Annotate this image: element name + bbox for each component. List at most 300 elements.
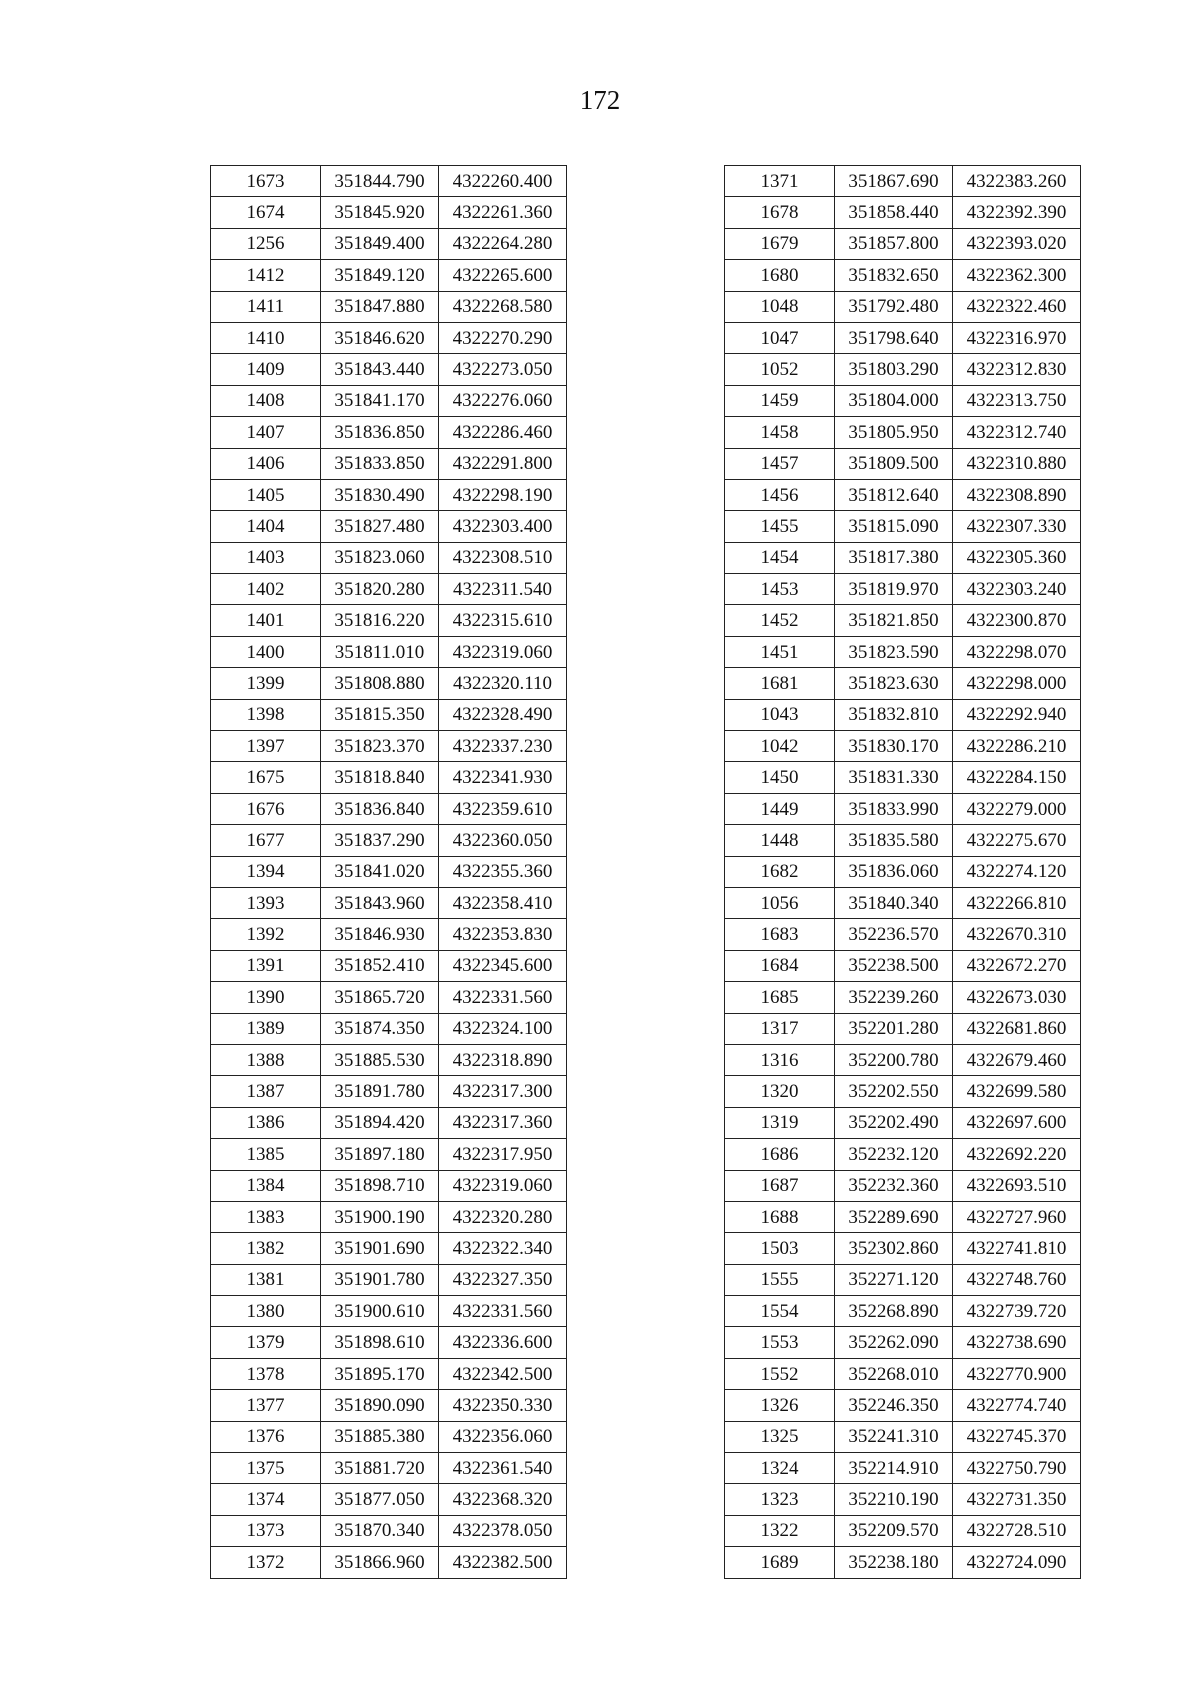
x-coordinate-cell: 351867.690 bbox=[835, 166, 953, 197]
y-coordinate-cell: 4322305.360 bbox=[953, 542, 1081, 573]
table-row bbox=[725, 1233, 1081, 1264]
x-coordinate-cell: 351849.400 bbox=[321, 228, 439, 259]
y-coordinate-cell: 4322353.830 bbox=[439, 919, 567, 950]
table-row bbox=[211, 574, 567, 605]
table-row bbox=[725, 699, 1081, 730]
table-row bbox=[725, 511, 1081, 542]
x-coordinate-cell: 351836.060 bbox=[835, 856, 953, 887]
y-coordinate-cell: 4322298.000 bbox=[953, 668, 1081, 699]
table-row bbox=[725, 479, 1081, 510]
x-coordinate-cell: 352232.120 bbox=[835, 1139, 953, 1170]
x-coordinate-cell: 351836.840 bbox=[321, 793, 439, 824]
x-coordinate-cell: 351898.610 bbox=[321, 1327, 439, 1358]
point-id-cell: 1402 bbox=[211, 574, 321, 605]
point-id-cell: 1406 bbox=[211, 448, 321, 479]
point-id-cell: 1448 bbox=[725, 825, 835, 856]
table-row bbox=[211, 260, 567, 291]
table-row bbox=[725, 950, 1081, 981]
point-id-cell: 1394 bbox=[211, 856, 321, 887]
y-coordinate-cell: 4322699.580 bbox=[953, 1076, 1081, 1107]
point-id-cell: 1381 bbox=[211, 1264, 321, 1295]
point-id-cell: 1393 bbox=[211, 887, 321, 918]
table-row bbox=[725, 919, 1081, 950]
point-id-cell: 1456 bbox=[725, 479, 835, 510]
y-coordinate-cell: 4322672.270 bbox=[953, 950, 1081, 981]
x-coordinate-cell: 351815.090 bbox=[835, 511, 953, 542]
y-coordinate-cell: 4322300.870 bbox=[953, 605, 1081, 636]
y-coordinate-cell: 4322265.600 bbox=[439, 260, 567, 291]
point-id-cell: 1389 bbox=[211, 1013, 321, 1044]
x-coordinate-cell: 351900.190 bbox=[321, 1201, 439, 1232]
x-coordinate-cell: 352238.180 bbox=[835, 1547, 953, 1578]
point-id-cell: 1401 bbox=[211, 605, 321, 636]
x-coordinate-cell: 351897.180 bbox=[321, 1139, 439, 1170]
table-row bbox=[725, 605, 1081, 636]
point-id-cell: 1390 bbox=[211, 982, 321, 1013]
x-coordinate-cell: 351900.610 bbox=[321, 1296, 439, 1327]
x-coordinate-cell: 351881.720 bbox=[321, 1453, 439, 1484]
x-coordinate-cell: 352202.490 bbox=[835, 1107, 953, 1138]
table-row bbox=[725, 322, 1081, 353]
y-coordinate-cell: 4322741.810 bbox=[953, 1233, 1081, 1264]
y-coordinate-cell: 4322774.740 bbox=[953, 1390, 1081, 1421]
point-id-cell: 1374 bbox=[211, 1484, 321, 1515]
point-id-cell: 1688 bbox=[725, 1201, 835, 1232]
point-id-cell: 1683 bbox=[725, 919, 835, 950]
x-coordinate-cell: 351831.330 bbox=[835, 762, 953, 793]
y-coordinate-cell: 4322316.970 bbox=[953, 322, 1081, 353]
point-id-cell: 1324 bbox=[725, 1453, 835, 1484]
y-coordinate-cell: 4322739.720 bbox=[953, 1296, 1081, 1327]
table-row bbox=[211, 636, 567, 667]
y-coordinate-cell: 4322382.500 bbox=[439, 1547, 567, 1578]
table-row bbox=[211, 825, 567, 856]
point-id-cell: 1686 bbox=[725, 1139, 835, 1170]
y-coordinate-cell: 4322286.210 bbox=[953, 731, 1081, 762]
y-coordinate-cell: 4322331.560 bbox=[439, 982, 567, 1013]
point-id-cell: 1554 bbox=[725, 1296, 835, 1327]
x-coordinate-cell: 351823.370 bbox=[321, 731, 439, 762]
y-coordinate-cell: 4322368.320 bbox=[439, 1484, 567, 1515]
y-coordinate-cell: 4322266.810 bbox=[953, 887, 1081, 918]
table-row bbox=[211, 762, 567, 793]
y-coordinate-cell: 4322328.490 bbox=[439, 699, 567, 730]
x-coordinate-cell: 351857.800 bbox=[835, 228, 953, 259]
point-id-cell: 1680 bbox=[725, 260, 835, 291]
point-id-cell: 1317 bbox=[725, 1013, 835, 1044]
x-coordinate-cell: 351836.850 bbox=[321, 417, 439, 448]
point-id-cell: 1256 bbox=[211, 228, 321, 259]
point-id-cell: 1323 bbox=[725, 1484, 835, 1515]
table-row bbox=[725, 1139, 1081, 1170]
y-coordinate-cell: 4322317.950 bbox=[439, 1139, 567, 1170]
y-coordinate-cell: 4322264.280 bbox=[439, 228, 567, 259]
x-coordinate-cell: 351885.530 bbox=[321, 1044, 439, 1075]
table-row bbox=[211, 479, 567, 510]
table-row bbox=[211, 1170, 567, 1201]
point-id-cell: 1451 bbox=[725, 636, 835, 667]
y-coordinate-cell: 4322312.740 bbox=[953, 417, 1081, 448]
y-coordinate-cell: 4322298.070 bbox=[953, 636, 1081, 667]
point-id-cell: 1455 bbox=[725, 511, 835, 542]
x-coordinate-cell: 351809.500 bbox=[835, 448, 953, 479]
point-id-cell: 1685 bbox=[725, 982, 835, 1013]
x-coordinate-cell: 351841.020 bbox=[321, 856, 439, 887]
x-coordinate-cell: 351815.350 bbox=[321, 699, 439, 730]
table-row bbox=[725, 1390, 1081, 1421]
y-coordinate-cell: 4322322.460 bbox=[953, 291, 1081, 322]
x-coordinate-cell: 351830.170 bbox=[835, 731, 953, 762]
point-id-cell: 1047 bbox=[725, 322, 835, 353]
table-row bbox=[211, 1421, 567, 1452]
x-coordinate-cell: 351885.380 bbox=[321, 1421, 439, 1452]
x-coordinate-cell: 351805.950 bbox=[835, 417, 953, 448]
table-row bbox=[211, 542, 567, 573]
point-id-cell: 1392 bbox=[211, 919, 321, 950]
table-row bbox=[725, 354, 1081, 385]
table-row bbox=[211, 1013, 567, 1044]
x-coordinate-cell: 351846.620 bbox=[321, 322, 439, 353]
point-id-cell: 1674 bbox=[211, 197, 321, 228]
point-id-cell: 1397 bbox=[211, 731, 321, 762]
y-coordinate-cell: 4322298.190 bbox=[439, 479, 567, 510]
table-row bbox=[211, 1358, 567, 1389]
point-id-cell: 1459 bbox=[725, 385, 835, 416]
table-row bbox=[725, 1484, 1081, 1515]
point-id-cell: 1673 bbox=[211, 166, 321, 197]
y-coordinate-cell: 4322692.220 bbox=[953, 1139, 1081, 1170]
x-coordinate-cell: 352241.310 bbox=[835, 1421, 953, 1452]
x-coordinate-cell: 352202.550 bbox=[835, 1076, 953, 1107]
table-row bbox=[725, 1453, 1081, 1484]
point-id-cell: 1322 bbox=[725, 1515, 835, 1546]
y-coordinate-cell: 4322693.510 bbox=[953, 1170, 1081, 1201]
x-coordinate-cell: 351844.790 bbox=[321, 166, 439, 197]
point-id-cell: 1678 bbox=[725, 197, 835, 228]
x-coordinate-cell: 351870.340 bbox=[321, 1515, 439, 1546]
y-coordinate-cell: 4322673.030 bbox=[953, 982, 1081, 1013]
y-coordinate-cell: 4322273.050 bbox=[439, 354, 567, 385]
table-row bbox=[211, 1107, 567, 1138]
table-row bbox=[211, 1044, 567, 1075]
x-coordinate-cell: 351832.810 bbox=[835, 699, 953, 730]
y-coordinate-cell: 4322311.540 bbox=[439, 574, 567, 605]
table-row bbox=[211, 354, 567, 385]
x-coordinate-cell: 351843.440 bbox=[321, 354, 439, 385]
x-coordinate-cell: 352268.010 bbox=[835, 1358, 953, 1389]
point-id-cell: 1679 bbox=[725, 228, 835, 259]
table-row bbox=[725, 982, 1081, 1013]
y-coordinate-cell: 4322308.890 bbox=[953, 479, 1081, 510]
x-coordinate-cell: 351818.840 bbox=[321, 762, 439, 793]
x-coordinate-cell: 351901.780 bbox=[321, 1264, 439, 1295]
x-coordinate-cell: 351792.480 bbox=[835, 291, 953, 322]
point-id-cell: 1403 bbox=[211, 542, 321, 573]
point-id-cell: 1391 bbox=[211, 950, 321, 981]
x-coordinate-cell: 351866.960 bbox=[321, 1547, 439, 1578]
table-row bbox=[725, 1547, 1081, 1578]
table-row bbox=[725, 542, 1081, 573]
table-row bbox=[725, 291, 1081, 322]
table-row bbox=[211, 228, 567, 259]
point-id-cell: 1384 bbox=[211, 1170, 321, 1201]
x-coordinate-cell: 351901.690 bbox=[321, 1233, 439, 1264]
x-coordinate-cell: 351798.640 bbox=[835, 322, 953, 353]
point-id-cell: 1689 bbox=[725, 1547, 835, 1578]
y-coordinate-cell: 4322337.230 bbox=[439, 731, 567, 762]
point-id-cell: 1048 bbox=[725, 291, 835, 322]
x-coordinate-cell: 351833.990 bbox=[835, 793, 953, 824]
table-row bbox=[211, 1390, 567, 1421]
x-coordinate-cell: 351846.930 bbox=[321, 919, 439, 950]
y-coordinate-cell: 4322750.790 bbox=[953, 1453, 1081, 1484]
y-coordinate-cell: 4322681.860 bbox=[953, 1013, 1081, 1044]
table-row bbox=[211, 511, 567, 542]
y-coordinate-cell: 4322319.060 bbox=[439, 1170, 567, 1201]
y-coordinate-cell: 4322313.750 bbox=[953, 385, 1081, 416]
point-id-cell: 1677 bbox=[211, 825, 321, 856]
table-row bbox=[211, 982, 567, 1013]
x-coordinate-cell: 351823.590 bbox=[835, 636, 953, 667]
x-coordinate-cell: 351837.290 bbox=[321, 825, 439, 856]
point-id-cell: 1386 bbox=[211, 1107, 321, 1138]
point-id-cell: 1380 bbox=[211, 1296, 321, 1327]
y-coordinate-cell: 4322745.370 bbox=[953, 1421, 1081, 1452]
y-coordinate-cell: 4322322.340 bbox=[439, 1233, 567, 1264]
point-id-cell: 1552 bbox=[725, 1358, 835, 1389]
x-coordinate-cell: 351835.580 bbox=[835, 825, 953, 856]
y-coordinate-cell: 4322303.400 bbox=[439, 511, 567, 542]
table-row bbox=[725, 731, 1081, 762]
table-row bbox=[211, 856, 567, 887]
point-id-cell: 1373 bbox=[211, 1515, 321, 1546]
y-coordinate-cell: 4322317.360 bbox=[439, 1107, 567, 1138]
point-id-cell: 1676 bbox=[211, 793, 321, 824]
y-coordinate-cell: 4322670.310 bbox=[953, 919, 1081, 950]
table-row bbox=[211, 731, 567, 762]
y-coordinate-cell: 4322324.100 bbox=[439, 1013, 567, 1044]
point-id-cell: 1411 bbox=[211, 291, 321, 322]
x-coordinate-cell: 351891.780 bbox=[321, 1076, 439, 1107]
point-id-cell: 1382 bbox=[211, 1233, 321, 1264]
y-coordinate-cell: 4322345.600 bbox=[439, 950, 567, 981]
table-row bbox=[725, 793, 1081, 824]
point-id-cell: 1503 bbox=[725, 1233, 835, 1264]
table-row bbox=[211, 1515, 567, 1546]
x-coordinate-cell: 351890.090 bbox=[321, 1390, 439, 1421]
y-coordinate-cell: 4322318.890 bbox=[439, 1044, 567, 1075]
y-coordinate-cell: 4322308.510 bbox=[439, 542, 567, 573]
y-coordinate-cell: 4322336.600 bbox=[439, 1327, 567, 1358]
table-row bbox=[725, 825, 1081, 856]
table-row bbox=[211, 1547, 567, 1578]
x-coordinate-cell: 351811.010 bbox=[321, 636, 439, 667]
table-row bbox=[211, 1327, 567, 1358]
y-coordinate-cell: 4322359.610 bbox=[439, 793, 567, 824]
table-row bbox=[725, 762, 1081, 793]
y-coordinate-cell: 4322697.600 bbox=[953, 1107, 1081, 1138]
y-coordinate-cell: 4322393.020 bbox=[953, 228, 1081, 259]
table-row bbox=[725, 197, 1081, 228]
point-id-cell: 1409 bbox=[211, 354, 321, 385]
point-id-cell: 1410 bbox=[211, 322, 321, 353]
y-coordinate-cell: 4322312.830 bbox=[953, 354, 1081, 385]
table-row bbox=[211, 605, 567, 636]
point-id-cell: 1372 bbox=[211, 1547, 321, 1578]
table-row bbox=[725, 1013, 1081, 1044]
point-id-cell: 1377 bbox=[211, 1390, 321, 1421]
table-row bbox=[211, 1233, 567, 1264]
table-row bbox=[211, 950, 567, 981]
point-id-cell: 1316 bbox=[725, 1044, 835, 1075]
y-coordinate-cell: 4322319.060 bbox=[439, 636, 567, 667]
x-coordinate-cell: 352236.570 bbox=[835, 919, 953, 950]
y-coordinate-cell: 4322356.060 bbox=[439, 1421, 567, 1452]
point-id-cell: 1675 bbox=[211, 762, 321, 793]
point-id-cell: 1408 bbox=[211, 385, 321, 416]
y-coordinate-cell: 4322728.510 bbox=[953, 1515, 1081, 1546]
table-row bbox=[211, 699, 567, 730]
y-coordinate-cell: 4322727.960 bbox=[953, 1201, 1081, 1232]
x-coordinate-cell: 352210.190 bbox=[835, 1484, 953, 1515]
point-id-cell: 1385 bbox=[211, 1139, 321, 1170]
point-id-cell: 1682 bbox=[725, 856, 835, 887]
point-id-cell: 1449 bbox=[725, 793, 835, 824]
y-coordinate-cell: 4322383.260 bbox=[953, 166, 1081, 197]
point-id-cell: 1375 bbox=[211, 1453, 321, 1484]
table-row bbox=[211, 1484, 567, 1515]
table-row bbox=[725, 260, 1081, 291]
y-coordinate-cell: 4322320.110 bbox=[439, 668, 567, 699]
y-coordinate-cell: 4322342.500 bbox=[439, 1358, 567, 1389]
y-coordinate-cell: 4322361.540 bbox=[439, 1453, 567, 1484]
y-coordinate-cell: 4322274.120 bbox=[953, 856, 1081, 887]
x-coordinate-cell: 351898.710 bbox=[321, 1170, 439, 1201]
x-coordinate-cell: 351852.410 bbox=[321, 950, 439, 981]
x-coordinate-cell: 351840.340 bbox=[835, 887, 953, 918]
table-row bbox=[211, 1076, 567, 1107]
point-id-cell: 1325 bbox=[725, 1421, 835, 1452]
x-coordinate-cell: 351804.000 bbox=[835, 385, 953, 416]
table-row bbox=[211, 291, 567, 322]
y-coordinate-cell: 4322362.300 bbox=[953, 260, 1081, 291]
y-coordinate-cell: 4322358.410 bbox=[439, 887, 567, 918]
table-row bbox=[211, 919, 567, 950]
table-row bbox=[725, 574, 1081, 605]
x-coordinate-cell: 351877.050 bbox=[321, 1484, 439, 1515]
point-id-cell: 1400 bbox=[211, 636, 321, 667]
table-row bbox=[211, 448, 567, 479]
page-number: 172 bbox=[579, 85, 621, 115]
table-row bbox=[211, 668, 567, 699]
y-coordinate-cell: 4322350.330 bbox=[439, 1390, 567, 1421]
point-id-cell: 1454 bbox=[725, 542, 835, 573]
y-coordinate-cell: 4322279.000 bbox=[953, 793, 1081, 824]
table-row bbox=[725, 385, 1081, 416]
point-id-cell: 1378 bbox=[211, 1358, 321, 1389]
point-id-cell: 1452 bbox=[725, 605, 835, 636]
table-row bbox=[725, 1170, 1081, 1201]
table-row bbox=[725, 228, 1081, 259]
table-row bbox=[211, 793, 567, 824]
y-coordinate-cell: 4322392.390 bbox=[953, 197, 1081, 228]
table-row bbox=[211, 887, 567, 918]
point-id-cell: 1450 bbox=[725, 762, 835, 793]
x-coordinate-cell: 352239.260 bbox=[835, 982, 953, 1013]
point-id-cell: 1388 bbox=[211, 1044, 321, 1075]
x-coordinate-cell: 352238.500 bbox=[835, 950, 953, 981]
y-coordinate-cell: 4322320.280 bbox=[439, 1201, 567, 1232]
x-coordinate-cell: 352268.890 bbox=[835, 1296, 953, 1327]
table-row bbox=[725, 1044, 1081, 1075]
x-coordinate-cell: 351845.920 bbox=[321, 197, 439, 228]
table-body-right bbox=[725, 166, 1081, 1579]
table-row bbox=[211, 166, 567, 197]
y-coordinate-cell: 4322341.930 bbox=[439, 762, 567, 793]
table-row bbox=[211, 1201, 567, 1232]
point-id-cell: 1319 bbox=[725, 1107, 835, 1138]
x-coordinate-cell: 351832.650 bbox=[835, 260, 953, 291]
point-id-cell: 1320 bbox=[725, 1076, 835, 1107]
table-row bbox=[725, 636, 1081, 667]
y-coordinate-cell: 4322331.560 bbox=[439, 1296, 567, 1327]
x-coordinate-cell: 351847.880 bbox=[321, 291, 439, 322]
table-row bbox=[211, 417, 567, 448]
point-id-cell: 1376 bbox=[211, 1421, 321, 1452]
x-coordinate-cell: 351849.120 bbox=[321, 260, 439, 291]
x-coordinate-cell: 351895.170 bbox=[321, 1358, 439, 1389]
point-id-cell: 1056 bbox=[725, 887, 835, 918]
table-row bbox=[725, 1201, 1081, 1232]
x-coordinate-cell: 352262.090 bbox=[835, 1327, 953, 1358]
y-coordinate-cell: 4322748.760 bbox=[953, 1264, 1081, 1295]
x-coordinate-cell: 351833.850 bbox=[321, 448, 439, 479]
x-coordinate-cell: 351830.490 bbox=[321, 479, 439, 510]
table-row bbox=[211, 1264, 567, 1295]
table-row bbox=[211, 322, 567, 353]
y-coordinate-cell: 4322270.290 bbox=[439, 322, 567, 353]
x-coordinate-cell: 351808.880 bbox=[321, 668, 439, 699]
y-coordinate-cell: 4322738.690 bbox=[953, 1327, 1081, 1358]
point-id-cell: 1555 bbox=[725, 1264, 835, 1295]
point-id-cell: 1687 bbox=[725, 1170, 835, 1201]
point-id-cell: 1052 bbox=[725, 354, 835, 385]
y-coordinate-cell: 4322724.090 bbox=[953, 1547, 1081, 1578]
point-id-cell: 1371 bbox=[725, 166, 835, 197]
x-coordinate-cell: 351874.350 bbox=[321, 1013, 439, 1044]
x-coordinate-cell: 351803.290 bbox=[835, 354, 953, 385]
coordinates-table-left bbox=[210, 165, 567, 1579]
y-coordinate-cell: 4322360.050 bbox=[439, 825, 567, 856]
x-coordinate-cell: 351858.440 bbox=[835, 197, 953, 228]
x-coordinate-cell: 352271.120 bbox=[835, 1264, 953, 1295]
table-row bbox=[725, 1296, 1081, 1327]
y-coordinate-cell: 4322679.460 bbox=[953, 1044, 1081, 1075]
y-coordinate-cell: 4322731.350 bbox=[953, 1484, 1081, 1515]
point-id-cell: 1387 bbox=[211, 1076, 321, 1107]
table-row bbox=[725, 887, 1081, 918]
y-coordinate-cell: 4322284.150 bbox=[953, 762, 1081, 793]
x-coordinate-cell: 351894.420 bbox=[321, 1107, 439, 1138]
table-row bbox=[211, 1453, 567, 1484]
table-row bbox=[211, 385, 567, 416]
table-row bbox=[725, 1264, 1081, 1295]
point-id-cell: 1405 bbox=[211, 479, 321, 510]
point-id-cell: 1043 bbox=[725, 699, 835, 730]
y-coordinate-cell: 4322307.330 bbox=[953, 511, 1081, 542]
y-coordinate-cell: 4322292.940 bbox=[953, 699, 1081, 730]
coordinates-table-right bbox=[724, 165, 1081, 1579]
